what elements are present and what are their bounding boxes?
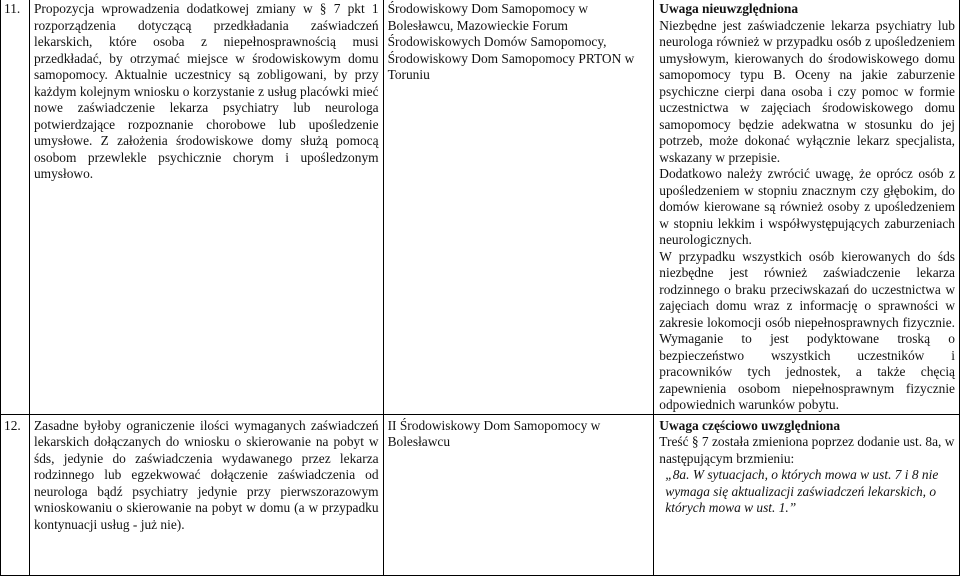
- response-paragraph: W przypadku wszystkich osób kierowanych do śds niezbędne jest również zaświadczenie lekarza rodzinnego o braku przeciwskazań do uczestnictwa w zajęciach domu wraz z informację o sprawności w zakresie lokomocji osób niepełnosprawnych fizycznie. Wymaganie to jest podyktowane troską o bezpieczeństwo wszystkich uczestników i pracowników tych jednostek, a także chęcią zapewnienia osobom niepełnosprawnym fizycznie odpowiednich warunków pobytu.: [659, 248, 955, 412]
- proposal-text: Zasadne byłoby ograniczenie ilości wymaganych zaświadczeń lekarskich dołączanych do wniosku o skierowanie na pobyt w śds, jedynie do zaświadczenia wydawanego przez lekarza rodzinnego lub egzekwować dołączenie zaświadczenia od neurologa bądź psychiatry jedynie przy pierwszorazowym wnioskowaniu o skierowanie na pobyt w domu (a w przypadku kontynuacji usług - już nie).: [33, 417, 379, 532]
- proposal-cell: [29, 414, 383, 575]
- proposal-text: Propozycja wprowadzenia dodatkowej zmiany w § 7 pkt 1 rozporządzenia dotyczącą przedkładania zaświadczeń lekarskich, które osoba z niepełnosprawnością musi przedkładać, by otrzymać miejsce w środowiskowym domu samopomocy. Aktualnie uczestnicy są zobligowani, by przy każdym kolejnym wniosku o korzystanie z usług placówki mieć nowe zaświadczenie lekarza psychiatry lub neurologa potwierdzające rozpoznanie chorobowe lub upośledzenie umysłowe. Z założenia środowiskowe domy służą pomocą osobom przewlekle psychicznie chorym i upośledzonym umysłowo.: [33, 1, 379, 181]
- status-label: Uwaga nieuwzględniona: [659, 1, 799, 16]
- response-paragraph: Niezbędne jest zaświadczenie lekarza psychiatry lub neurologa również w przypadku osób z upośledzeniem umysłowym, kierowanych do środowiskowego domu samopomocy typu B. Oceny na jakie zaburzenie psychiczne cierpi dana osoba i czy pomoc w formie uczestnictwa w zajęciach środowiskowego domu samopomocy będzie adekwatna w stosunku do jej potrzeb, może dokonać wyłącznie lekarz specjalista, wskazany w przepisie.: [659, 17, 955, 165]
- row-number: 11.: [4, 1, 21, 16]
- submitter-text: II Środowiskowy Dom Samopomocy w Bolesławcu: [387, 417, 601, 449]
- response-paragraph: Treść § 7 została zmieniona poprzez dodanie ust. 8a, w następującym brzmieniu:: [659, 434, 955, 466]
- submitter-text: Środowiskowy Dom Samopomocy w Bolesławcu, Mazowieckie Forum Środowiskowych Domów Samopomocy, Środowiskowy Dom Samopomocy PRTON w Toruniu: [387, 1, 635, 82]
- response-quote: „8a. W sytuacjach, o których mowa w ust. 7 i 8 nie wymaga się aktualizacji zaświadczeń lekarskich, o których mowa w ust. 1.”: [665, 467, 939, 515]
- submitter-cell: [383, 414, 654, 575]
- row-number-cell: [1, 0, 30, 414]
- response-paragraph: Dodatkowo należy zwrócić uwagę, że oprócz osób z upośledzeniem w stopniu znacznym czy głębokim, do domów kierowane są również osoby z upośledzeniem w stopniu lekkim i współwystępujących zaburzeniach neurologicznych.: [659, 166, 955, 247]
- row-number: 12.: [4, 417, 21, 433]
- row-number-cell: [1, 414, 30, 575]
- response-cell: [654, 414, 960, 575]
- table-row: [1, 414, 960, 575]
- table-row: [1, 0, 960, 414]
- submitter-cell: [383, 0, 654, 414]
- proposal-cell: [29, 0, 383, 414]
- status-label: Uwaga częściowo uwzględniona: [659, 417, 841, 433]
- response-cell: [654, 0, 960, 414]
